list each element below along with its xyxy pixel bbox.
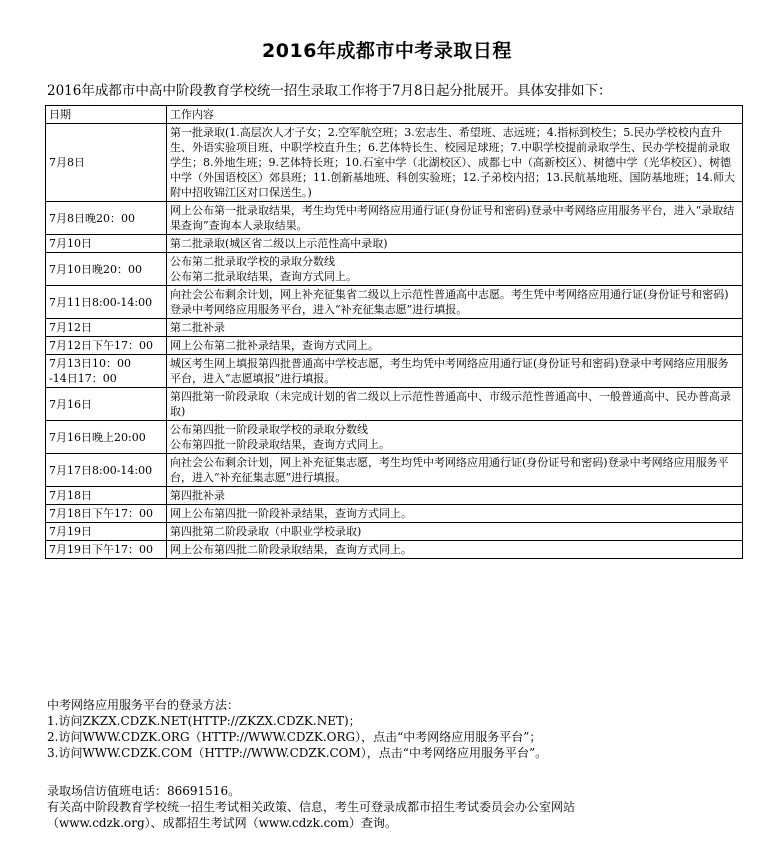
table-row: [46, 337, 743, 355]
intro-paragraph: 2016年成都市中高中阶段教育学校统一招生录取工作将于7月8日起分批展开。具体安排如下：: [47, 83, 612, 99]
schedule-body: [46, 124, 743, 559]
row-date-cell: 7月8日: [46, 124, 167, 202]
login-instructions: [47, 697, 547, 761]
row-date-cell: 7月18日: [46, 487, 167, 505]
table-row: [46, 454, 743, 487]
login-heading: 中考网络应用服务平台的登录方法：: [47, 698, 240, 712]
row-content-cell: 第四批补录: [167, 487, 743, 505]
info-line: 有关高中阶段教育学校统一招生考试相关政策、信息，考生可登录成都市招生考试委员会办公室网站: [47, 800, 576, 814]
column-header-content: 工作内容: [167, 106, 743, 124]
table-row: [46, 286, 743, 319]
table-row: [46, 253, 743, 286]
row-date-cell: 7月12日下午17：00: [46, 337, 167, 355]
row-date-cell: 7月12日: [46, 319, 167, 337]
table-row: [46, 388, 743, 421]
table-row: [46, 355, 743, 388]
row-content-cell: 网上公布第四批一阶段补录结果，查询方式同上。: [167, 505, 743, 523]
row-date-cell: 7月8日晚20：00: [46, 202, 167, 235]
login-step: 1.访问ZKZX.CDZK.NET(HTTP://ZKZX.CDZK.NET)；: [47, 714, 361, 728]
hotline-text: 录取场信访值班电话：86691516。: [47, 784, 241, 798]
row-date-cell: 7月16日: [46, 388, 167, 421]
table-row: [46, 487, 743, 505]
row-content-cell: 第一批录取(1.高层次人才子女；2.空军航空班；3.宏志生、希望班、志远班；4.指标到校生；5.民办学校校内直升生、外语实验项目班、中职学校直升生；6.艺体特长生、校园足球班；7.中职学校提前录取学生、民办学校提前录取学生；8.外地生班；9.艺体特长班；10.石室中学（北湖校区）、成都七中（高新校区）、树德中学（光华校区）、树德中学（外国语校区）郊县班；11.创新基地班、科创实验班；12.子弟校内招；13.民航基地班、国防基地班；14.师大附中招收锦江区对口保送生。): [167, 124, 743, 202]
row-date-cell: 7月17日8:00-14:00: [46, 454, 167, 487]
row-content-cell: 公布第四批一阶段录取学校的录取分数线 公布第四批一阶段录取结果，查询方式同上。: [167, 421, 743, 454]
row-content-cell: 第四批第一阶段录取（未完成计划的省二级以上示范性普通高中、市级示范性普通高中、一般普通高中、民办普高录取): [167, 388, 743, 421]
row-date-cell: 7月18日下午17：00: [46, 505, 167, 523]
row-date-cell: 7月10日晚20：00: [46, 253, 167, 286]
row-content-cell: 网上公布第一批录取结果，考生均凭中考网络应用通行证(身份证号和密码)登录中考网络应用服务平台，进入“录取结果查询”查询本人录取结果。: [167, 202, 743, 235]
schedule-table: [45, 105, 743, 559]
row-date-cell: 7月10日: [46, 235, 167, 253]
row-content-cell: 城区考生网上填报第四批普通高中学校志愿，考生均凭中考网络应用通行证(身份证号和密码)登录中考网络应用服务平台，进入“志愿填报”进行填报。: [167, 355, 743, 388]
row-date-cell: 7月19日: [46, 523, 167, 541]
column-header-date: 日期: [46, 106, 167, 124]
row-content-cell: 公布第二批录取学校的录取分数线 公布第二批录取结果，查询方式同上。: [167, 253, 743, 286]
row-date-cell: 7月13日10：00 -14日17：00: [46, 355, 167, 388]
table-row: [46, 235, 743, 253]
login-step: 2.访问WWW.CDZK.ORG（HTTP://WWW.CDZK.ORG），点击“中考网络应用服务平台”；: [47, 730, 542, 744]
row-date-cell: 7月11日8:00-14:00: [46, 286, 167, 319]
table-row: [46, 541, 743, 559]
row-date-cell: 7月19日下午17：00: [46, 541, 167, 559]
table-row: [46, 202, 743, 235]
table-row: [46, 505, 743, 523]
row-content-cell: 网上公布第四批二阶段录取结果，查询方式同上。: [167, 541, 743, 559]
table-row: [46, 523, 743, 541]
row-content-cell: 第二批补录: [167, 319, 743, 337]
row-content-cell: 向社会公布剩余计划，网上补充征集省二级以上示范性普通高中志愿。考生凭中考网络应用通行证(身份证号和密码)登录中考网络应用服务平台，进入“补充征集志愿”进行填报。: [167, 286, 743, 319]
table-row: [46, 421, 743, 454]
row-date-cell: 7月16日晚上20:00: [46, 421, 167, 454]
page-title: 2016年成都市中考录取日程: [262, 40, 512, 62]
contact-info: [47, 783, 575, 831]
row-content-cell: 第二批录取(城区省二级以上示范性高中录取): [167, 235, 743, 253]
login-step: 3.访问WWW.CDZK.COM（HTTP://WWW.CDZK.COM），点击“中考网络应用服务平台”。: [47, 746, 548, 760]
table-row: [46, 124, 743, 202]
row-content-cell: 第四批第二阶段录取（中职业学校录取): [167, 523, 743, 541]
table-row: [46, 319, 743, 337]
info-line: （www.cdzk.org）、成都招生考试网（www.cdzk.com）查询。: [47, 816, 397, 830]
row-content-cell: 向社会公布剩余计划，网上补充征集志愿，考生均凭中考网络应用通行证(身份证号和密码)登录中考网络应用服务平台，进入“补充征集志愿”进行填报。: [167, 454, 743, 487]
table-header-row: [46, 106, 743, 124]
row-content-cell: 网上公布第二批补录结果，查询方式同上。: [167, 337, 743, 355]
